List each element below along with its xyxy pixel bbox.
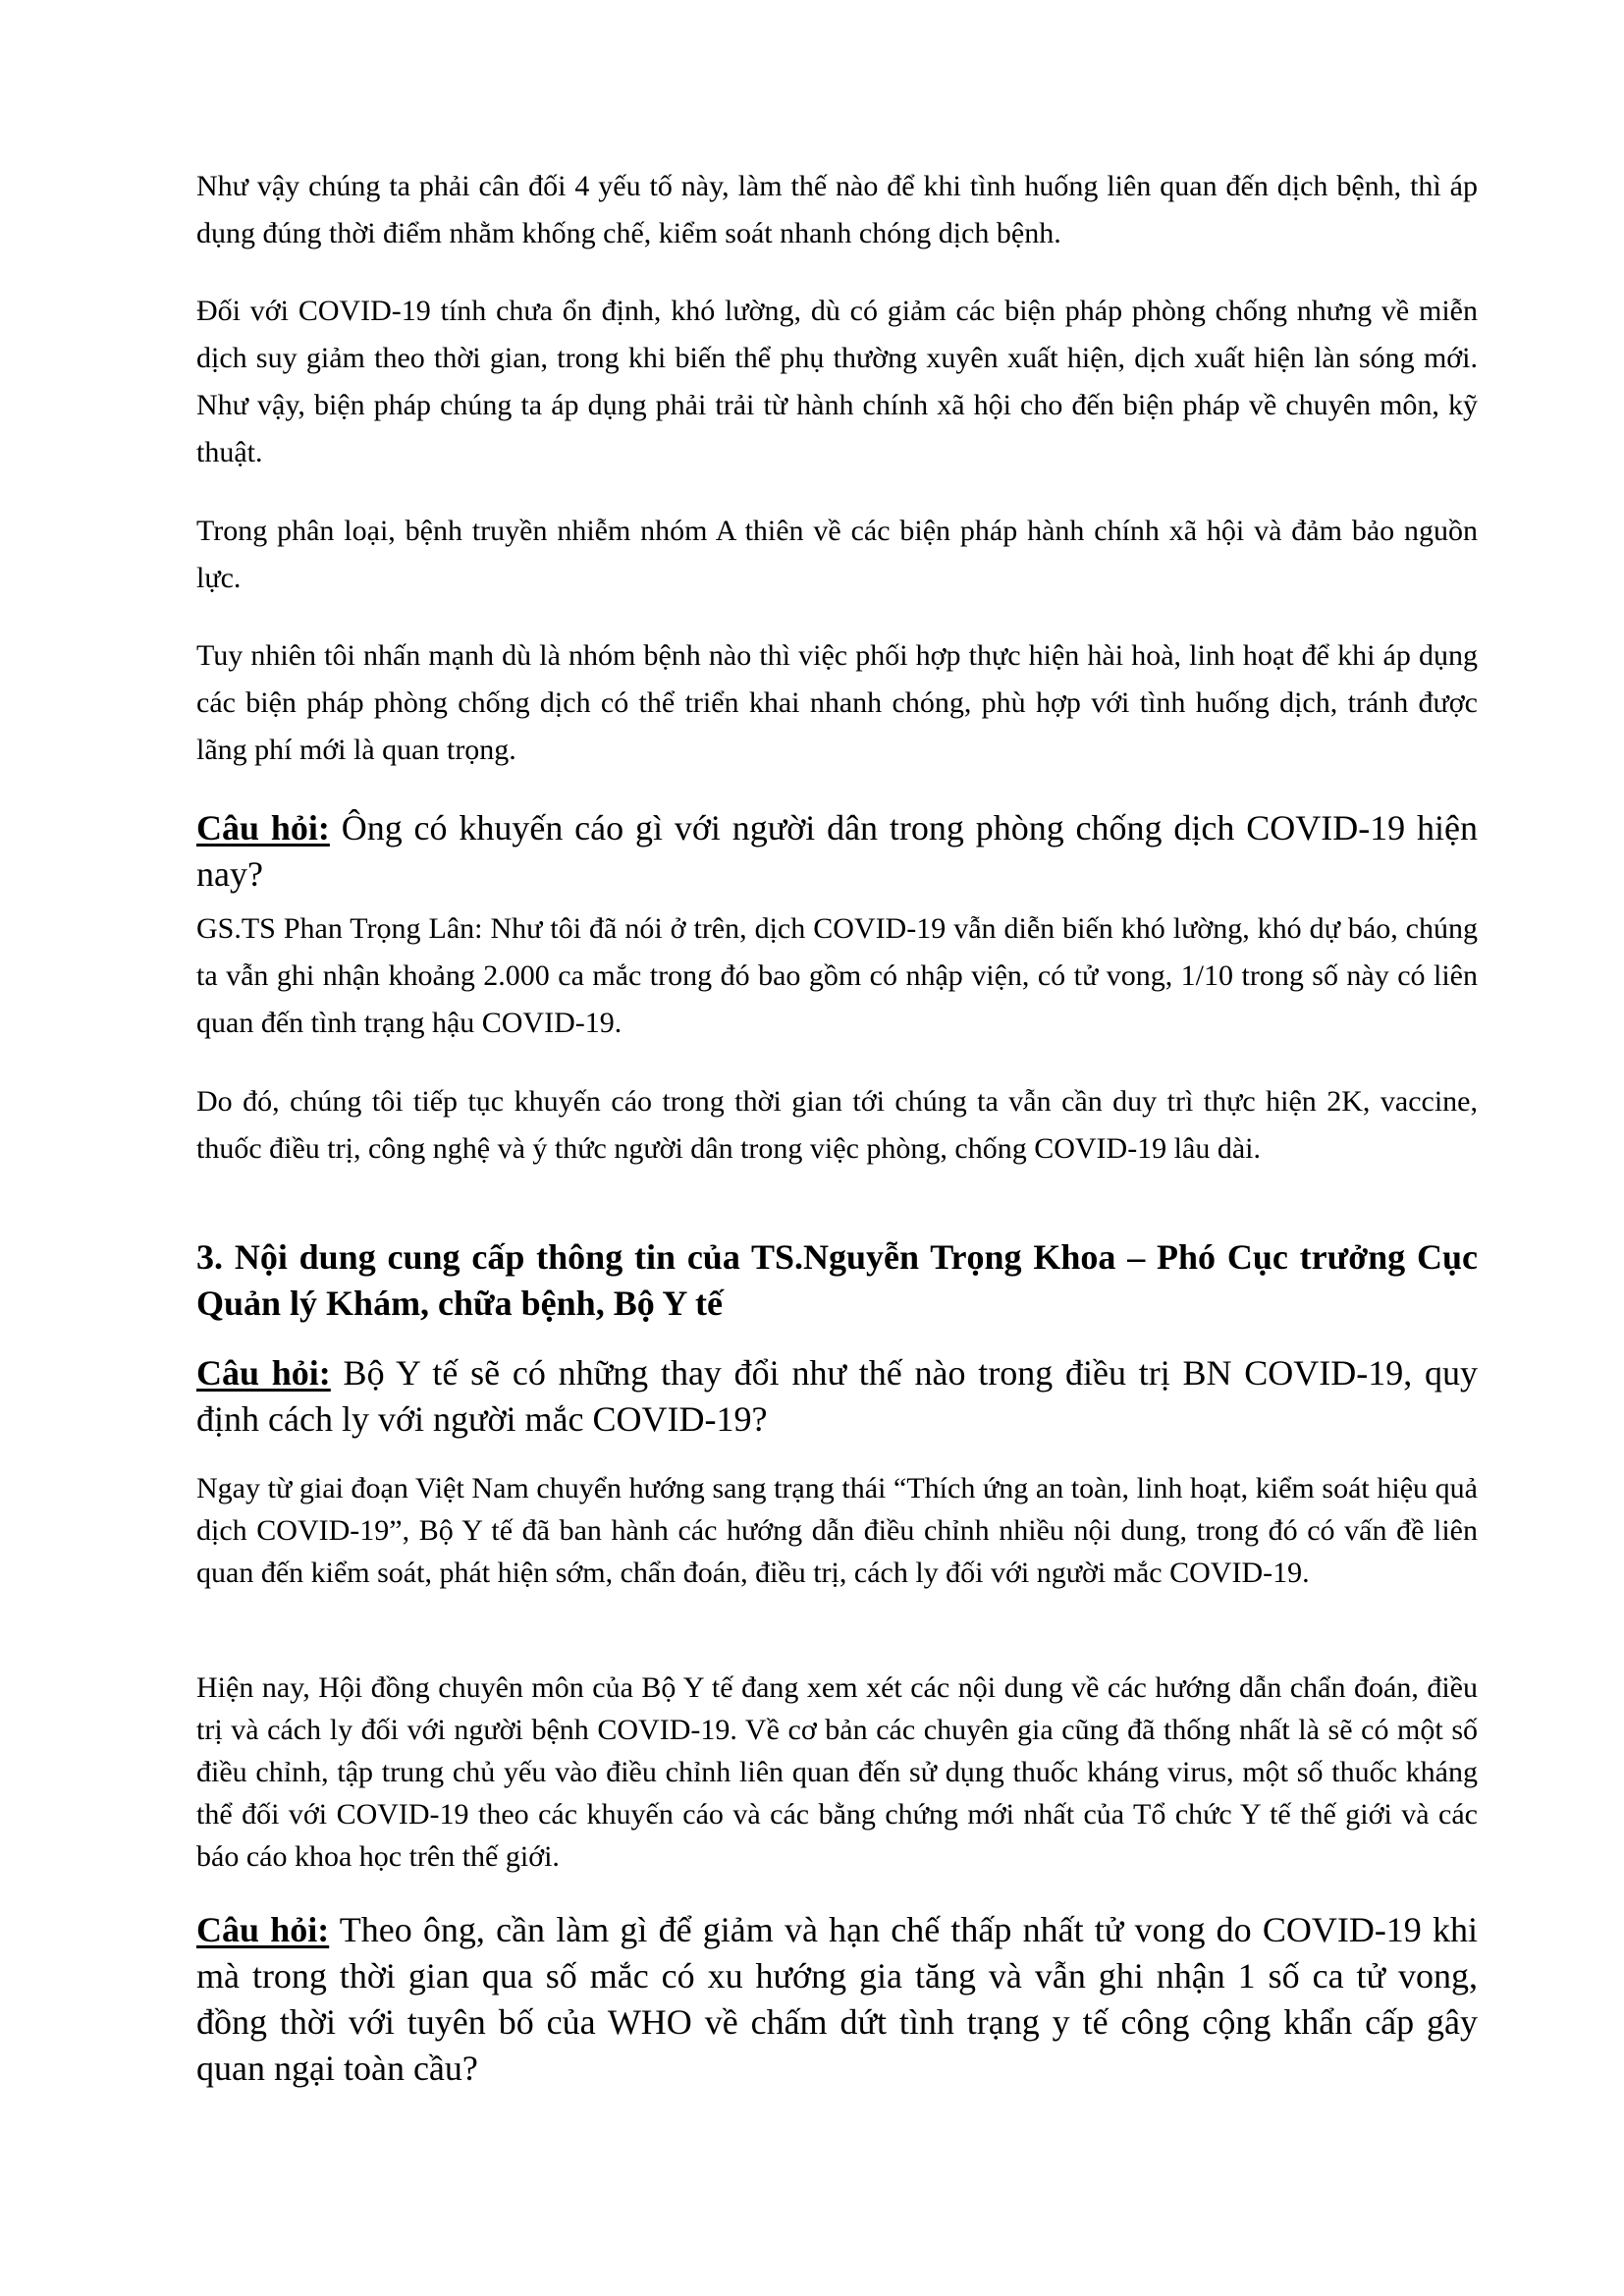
question-text: Ông có khuyến cáo gì với người dân trong phòng chống dịch COVID-19 hiện nay? xyxy=(196,808,1478,894)
question-recommendation xyxy=(196,805,1478,898)
paragraph-coordination: Tuy nhiên tôi nhấn mạnh dù là nhóm bệnh nào thì việc phối hợp thực hiện hài hoà, linh hoạt để khi áp dụng các biện pháp phòng chống dịch có thể triển khai nhanh chóng, phù hợp với tình huống dịch, tránh được lãng phí mới là quan trọng. xyxy=(196,639,1478,766)
paragraph-safe-adaptation: Ngay từ giai đoạn Việt Nam chuyển hướng sang trạng thái “Thích ứng an toàn, linh hoạt, kiểm soát hiệu quả dịch COVID-19”, Bộ Y tế đã ban hành các hướng dẫn điều chỉnh nhiều nội dung, trong đó có vấn đề liên quan đến kiểm soát, phát hiện sớm, chẩn đoán, điều trị, cách ly đối với người mắc COVID-19. xyxy=(196,1472,1478,1589)
question-text: Bộ Y tế sẽ có những thay đổi như thế nào trong điều trị BN COVID-19, quy định cách ly với người mắc COVID-19? xyxy=(196,1353,1478,1439)
question-reduce-mortality xyxy=(196,1907,1478,2092)
paragraph-balance-factors: Như vậy chúng ta phải cân đối 4 yếu tố này, làm thế nào để khi tình huống liên quan đến dịch bệnh, thì áp dụng đúng thời điểm nhằm khống chế, kiểm soát nhanh chóng dịch bệnh. xyxy=(196,170,1478,249)
paragraph-answer-phan-trong-lan: GS.TS Phan Trọng Lân: Như tôi đã nói ở trên, dịch COVID-19 vẫn diễn biến khó lường, khó dự báo, chúng ta vẫn ghi nhận khoảng 2.000 ca mắc trong đó bao gồm có nhập viện, có tử vong, 1/10 trong số này có liên quan đến tình trạng hậu COVID-19. xyxy=(196,912,1478,1039)
question-label: Câu hỏi: xyxy=(196,1910,330,1949)
question-text: Theo ông, cần làm gì để giảm và hạn chế thấp nhất tử vong do COVID-19 khi mà trong thời gian qua số mắc có xu hướng gia tăng và vẫn ghi nhận 1 số ca tử vong, đồng thời với tuyên bố của WHO về chấm dứt tình trạng y tế công cộng khẩn cấp gây quan ngại toàn cầu? xyxy=(196,1910,1478,2088)
paragraph-covid-instability: Đối với COVID-19 tính chưa ổn định, khó lường, dù có giảm các biện pháp phòng chống nhưng về miễn dịch suy giảm theo thời gian, trong khi biến thể phụ thường xuyên xuất hiện, dịch xuất hiện làn sóng mới. Như vậy, biện pháp chúng ta áp dụng phải trải từ hành chính xã hội cho đến biện pháp về chuyên môn, kỹ thuật. xyxy=(196,295,1478,468)
section-heading: 3. Nội dung cung cấp thông tin của TS.Nguyễn Trọng Khoa – Phó Cục trưởng Cục Quản lý Khám, chữa bệnh, Bộ Y tế xyxy=(196,1237,1478,1323)
paragraph-expert-council: Hiện nay, Hội đồng chuyên môn của Bộ Y tế đang xem xét các nội dung về các hướng dẫn chẩn đoán, điều trị và cách ly đối với người bệnh COVID-19. Về cơ bản các chuyên gia cũng đã thống nhất là sẽ có một số điều chỉnh, tập trung chủ yếu vào điều chỉnh liên quan đến sử dụng thuốc kháng virus, một số thuốc kháng thể đối với COVID-19 theo các khuyến cáo và các bằng chứng mới nhất của Tổ chức Y tế thế giới và các báo cáo khoa học trên thế giới. xyxy=(196,1671,1478,1873)
question-treatment-changes xyxy=(196,1350,1478,1443)
paragraph-continued-recommendation: Do đó, chúng tôi tiếp tục khuyến cáo trong thời gian tới chúng ta vẫn cần duy trì thực hiện 2K, vaccine, thuốc điều trị, công nghệ và ý thức người dân trong việc phòng, chống COVID-19 lâu dài. xyxy=(196,1085,1478,1165)
paragraph-group-a-classification: Trong phân loại, bệnh truyền nhiễm nhóm A thiên về các biện pháp hành chính xã hội và đảm bảo nguồn lực. xyxy=(196,515,1478,594)
question-label: Câu hỏi: xyxy=(196,1353,331,1393)
question-label: Câu hỏi: xyxy=(196,808,330,847)
